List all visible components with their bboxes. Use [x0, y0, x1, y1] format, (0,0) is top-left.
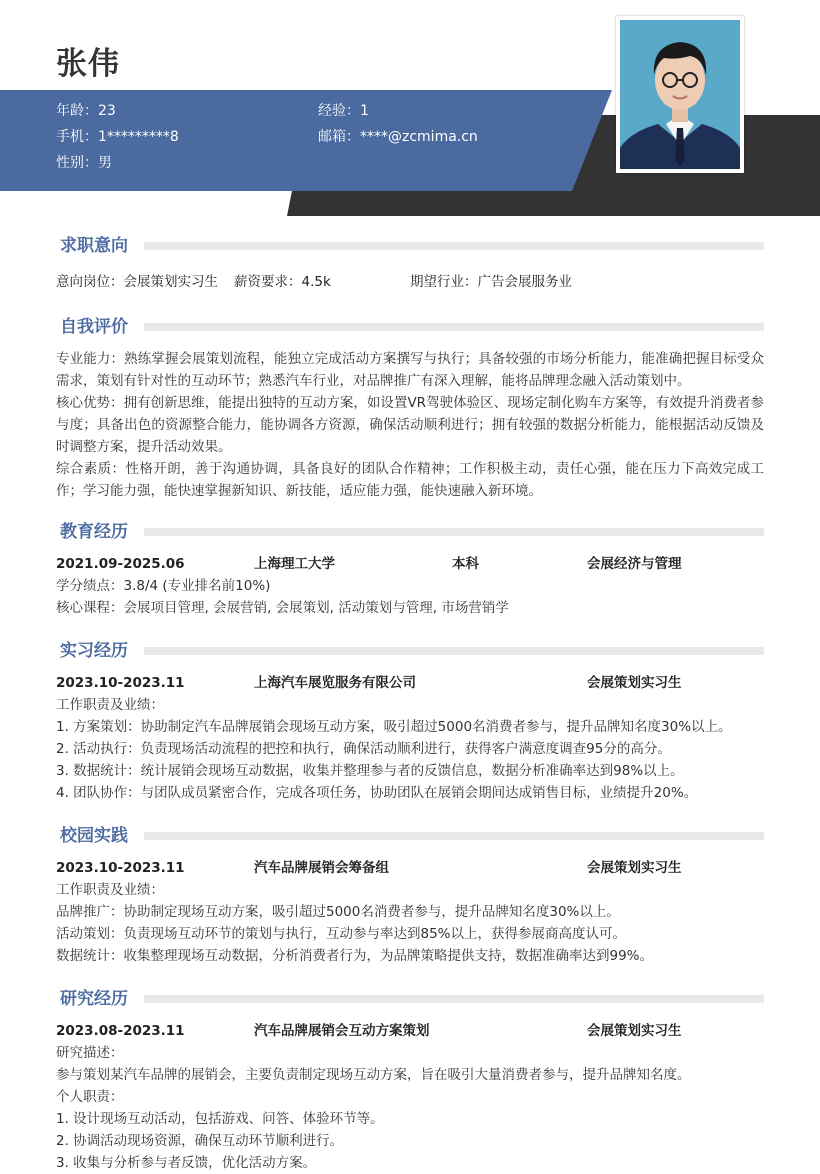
section-research — [56, 988, 764, 1174]
section-divider — [144, 528, 764, 536]
section-self-evaluation — [56, 316, 764, 502]
section-intent — [56, 235, 764, 293]
campus-line: 工作职责及业绩： — [56, 882, 164, 898]
education-date: 2021.09-2025.06 — [56, 556, 185, 572]
campus-line: 品牌推广：协助制定现场互动方案，吸引超过5000名消费者参与，提升品牌知名度30%以上。 — [56, 904, 620, 920]
section-title-self-evaluation: 自我评价 — [60, 316, 136, 338]
campus-org: 汽车品牌展销会筹备组 — [254, 860, 389, 876]
self-eval-professional: 专业能力：熟练掌握会展策划流程，能独立完成活动方案撰写与执行；具备较强的市场分析能力，能准确把握目标受众需求，策划有针对性的互动环节；熟悉汽车行业，对品牌推广有深入理解，能将品牌理念融入活动策划中。 — [56, 351, 764, 389]
internship-company: 上海汽车展览服务有限公司 — [254, 675, 416, 691]
internship-line: 3. 数据统计：统计展销会现场互动数据，收集并整理参与者的反馈信息，数据分析准确率达到98%以上。 — [56, 763, 684, 779]
research-project: 汽车品牌展销会互动方案策划 — [254, 1023, 430, 1039]
section-education — [56, 521, 764, 619]
section-title-internship: 实习经历 — [60, 640, 136, 662]
info-experience: 经验：1 — [318, 103, 369, 119]
section-divider — [144, 832, 764, 840]
research-line: 1. 设计现场互动活动，包括游戏、问答、体验环节等。 — [56, 1111, 384, 1127]
section-divider — [144, 995, 764, 1003]
section-internship — [56, 640, 764, 804]
section-title-research: 研究经历 — [60, 988, 136, 1010]
education-gpa: 学分绩点：3.8/4 (专业排名前10%) — [56, 578, 271, 594]
education-courses: 核心课程：会展项目管理, 会展营销, 会展策划, 活动策划与管理, 市场营销学 — [56, 600, 509, 616]
research-line: 个人职责： — [56, 1089, 124, 1105]
education-degree: 本科 — [452, 556, 479, 572]
intent-industry: 期望行业：广告会展服务业 — [410, 274, 572, 290]
internship-role: 会展策划实习生 — [587, 675, 682, 691]
research-date: 2023.08-2023.11 — [56, 1023, 185, 1039]
internship-line: 2. 活动执行：负责现场活动流程的把控和执行，确保活动顺利进行，获得客户满意度调查95分的高分。 — [56, 741, 671, 757]
section-campus — [56, 825, 764, 967]
intent-position: 意向岗位：会展策划实习生 — [56, 274, 218, 290]
research-line: 2. 协调活动现场资源，确保互动环节顺利进行。 — [56, 1133, 344, 1149]
self-eval-qualities: 综合素质：性格开朗，善于沟通协调，具备良好的团队合作精神；工作积极主动，责任心强，能在压力下高效完成工作；学习能力强，能快速掌握新知识、新技能，适应能力强，能快速融入新环境。 — [56, 461, 764, 499]
campus-line: 活动策划：负责现场互动环节的策划与执行，互动参与率达到85%以上，获得参展商高度认可。 — [56, 926, 627, 942]
info-age: 年龄：23 — [56, 103, 116, 119]
intent-salary: 薪资要求：4.5k — [234, 274, 331, 290]
campus-date: 2023.10-2023.11 — [56, 860, 185, 876]
internship-line: 1. 方案策划：协助制定汽车品牌展销会现场互动方案，吸引超过5000名消费者参与，提升品牌知名度30%以上。 — [56, 719, 732, 735]
campus-line: 数据统计：收集整理现场互动数据，分析消费者行为，为品牌策略提供支持，数据准确率达到99%。 — [56, 948, 654, 964]
section-title-education: 教育经历 — [60, 521, 136, 543]
research-line: 3. 收集与分析参与者反馈，优化活动方案。 — [56, 1155, 317, 1171]
info-phone: 手机：1*********8 — [56, 129, 179, 145]
internship-date: 2023.10-2023.11 — [56, 675, 185, 691]
section-title-intent: 求职意向 — [60, 235, 136, 257]
info-gender: 性别：男 — [56, 155, 112, 171]
section-title-campus: 校园实践 — [60, 825, 136, 847]
internship-line: 工作职责及业绩： — [56, 697, 164, 713]
info-email: 邮箱：****@zcmima.cn — [318, 129, 478, 145]
profile-photo — [616, 16, 744, 173]
campus-role: 会展策划实习生 — [587, 860, 682, 876]
section-divider — [144, 242, 764, 250]
research-line: 参与策划某汽车品牌的展销会，主要负责制定现场互动方案，旨在吸引大量消费者参与，提升品牌知名度。 — [56, 1067, 691, 1083]
candidate-name: 张伟 — [56, 46, 120, 82]
avatar-portrait — [620, 20, 740, 169]
education-school: 上海理工大学 — [254, 556, 335, 572]
internship-line: 4. 团队协作：与团队成员紧密合作，完成各项任务，协助团队在展销会期间达成销售目标，业绩提升20%。 — [56, 785, 698, 801]
self-eval-strengths: 核心优势：拥有创新思维，能提出独特的互动方案，如设置VR驾驶体验区、现场定制化购车方案等，有效提升消费者参与度；具备出色的资源整合能力，能协调各方资源，确保活动顺利进行；拥有较强的数据分析能力，能根据活动反馈及时调整方案，提升活动效果。 — [56, 395, 764, 455]
education-major: 会展经济与管理 — [587, 556, 682, 572]
research-role: 会展策划实习生 — [587, 1023, 682, 1039]
section-divider — [144, 323, 764, 331]
section-divider — [144, 647, 764, 655]
research-line: 研究描述： — [56, 1045, 124, 1061]
